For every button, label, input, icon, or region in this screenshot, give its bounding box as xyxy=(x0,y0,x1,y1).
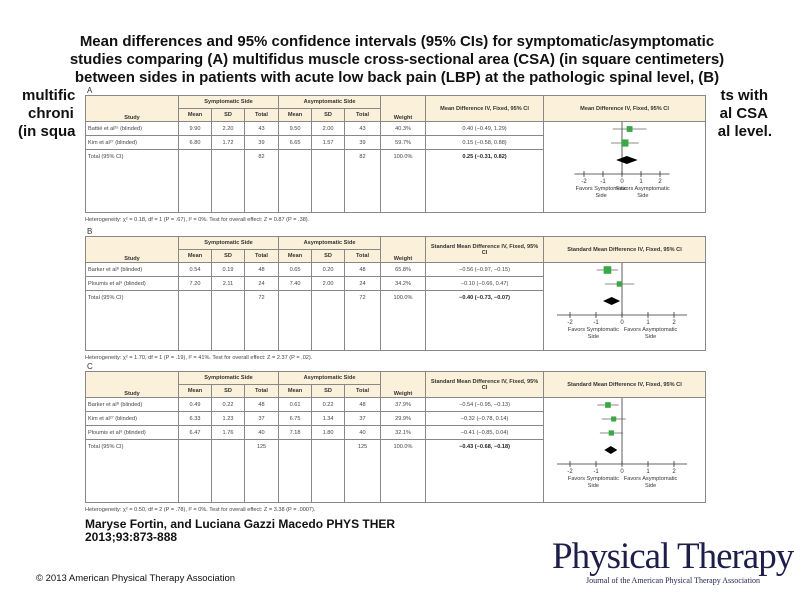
forest-plot xyxy=(544,398,706,499)
s-total-cell: 48 xyxy=(245,398,279,412)
empty-cell xyxy=(212,150,245,213)
a-mean-cell: 7.18 xyxy=(279,426,312,440)
empty-cell xyxy=(279,291,312,351)
empty-cell xyxy=(312,291,345,351)
mean-header: Mean xyxy=(179,250,212,263)
s-total-cell: 24 xyxy=(245,277,279,291)
total-header: Total xyxy=(245,250,279,263)
weight-total-cell: 100.0% xyxy=(381,440,426,503)
a-sd-cell: 0.22 xyxy=(312,398,345,412)
a-total-cell: 48 xyxy=(345,263,381,277)
citation-authors: Maryse Fortin, and Luciana Gazzi Macedo PHYS THER xyxy=(85,517,396,531)
x-tick-label: -2 xyxy=(567,320,573,326)
study-header: Study xyxy=(86,237,179,263)
slide-title-line-6-left: (in squa xyxy=(18,123,76,140)
ci-cell: 0.40 (−0.49, 1.29) xyxy=(426,122,544,136)
a-sd-cell: 1.34 xyxy=(312,412,345,426)
s-total-cell: 39 xyxy=(245,136,279,150)
plot-header: Standard Mean Difference IV, Fixed, 95% CI xyxy=(544,372,706,398)
favors-left-label: Favors Symptomatic Side xyxy=(567,327,619,340)
study-point xyxy=(627,126,633,132)
logo-name: Physical Therapy xyxy=(552,536,794,577)
sd-header: SD xyxy=(312,385,345,398)
forest-panel-c xyxy=(85,363,705,513)
ci-cell: −0.41 (−0.85, 0.04) xyxy=(426,426,544,440)
a-sd-cell: 2.00 xyxy=(312,277,345,291)
symptomatic-header: Symptomatic Side xyxy=(179,372,279,385)
favors-right-label: Favors Asymptomatic Side xyxy=(623,327,678,340)
s-sd-cell: 0.19 xyxy=(212,263,245,277)
study-point xyxy=(617,281,622,286)
favors-right-label: Favors Asymptomatic Side xyxy=(623,476,678,489)
s-sd-cell: 1.76 xyxy=(212,426,245,440)
forest-plot xyxy=(544,122,706,209)
study-header: Study xyxy=(86,96,179,122)
s-mean-cell: 0.49 xyxy=(179,398,212,412)
x-tick-label: 2 xyxy=(672,469,676,475)
weight-total-cell: 100.0% xyxy=(381,150,426,213)
s-total-total-cell: 82 xyxy=(245,150,279,213)
slide-title-line-2: studies comparing (A) multifidus muscle cross-sectional area (CSA) (in square centimeters) xyxy=(69,51,725,68)
plot-header: Mean Difference IV, Fixed, 95% CI xyxy=(544,96,706,122)
favors-left-label: Favors Symptomatic Side xyxy=(567,476,619,489)
weight-cell: 34.2% xyxy=(381,277,426,291)
slide-title-line-5-left: chroni xyxy=(28,105,74,122)
sd-header: SD xyxy=(312,109,345,122)
total-label: Total (95% CI) xyxy=(86,440,179,503)
ci-cell: −0.10 (−0.66, 0.47) xyxy=(426,277,544,291)
a-total-total-cell: 125 xyxy=(345,440,381,503)
forest-plot-cell xyxy=(544,398,706,503)
heterogeneity-text: Heterogeneity: χ² = 0.18, df = 1 (P = .67), I² = 0%. Test for overall effect: Z = 0.87 (P = .38). xyxy=(85,217,310,223)
ci-cell: −0.32 (−0.78, 0.14) xyxy=(426,412,544,426)
study-name: Ploumis et al⁹ (blinded) xyxy=(86,277,179,291)
x-tick-label: 1 xyxy=(646,320,650,326)
a-total-total-cell: 82 xyxy=(345,150,381,213)
total-header: Total xyxy=(245,109,279,122)
forest-plot-figure xyxy=(85,87,705,515)
s-total-total-cell: 125 xyxy=(245,440,279,503)
x-tick-label: 0 xyxy=(620,469,624,475)
empty-cell xyxy=(212,291,245,351)
study-point xyxy=(604,266,612,274)
total-header: Total xyxy=(345,385,381,398)
a-total-total-cell: 72 xyxy=(345,291,381,351)
s-sd-cell: 1.23 xyxy=(212,412,245,426)
panel-label: C xyxy=(87,362,93,371)
a-mean-cell: 0.61 xyxy=(279,398,312,412)
s-total-cell: 43 xyxy=(245,122,279,136)
slide-title-line-4-left: multific xyxy=(22,87,76,104)
study-name: Ploumis et al⁹ (blinded) xyxy=(86,426,179,440)
symptomatic-header: Symptomatic Side xyxy=(179,237,279,250)
study-row xyxy=(86,263,706,277)
study-name: Battié et al²⁵ (blinded) xyxy=(86,122,179,136)
study-row xyxy=(86,122,706,136)
plot-header: Standard Mean Difference IV, Fixed, 95% CI xyxy=(544,237,706,263)
ci-header: Mean Difference IV, Fixed, 95% CI xyxy=(426,96,544,122)
study-header: Study xyxy=(86,372,179,398)
x-tick-label: -1 xyxy=(600,179,606,185)
s-total-cell: 48 xyxy=(245,263,279,277)
s-sd-cell: 2.11 xyxy=(212,277,245,291)
panel-label: A xyxy=(87,86,93,95)
s-mean-cell: 7.20 xyxy=(179,277,212,291)
empty-cell xyxy=(279,150,312,213)
s-total-cell: 40 xyxy=(245,426,279,440)
mean-header: Mean xyxy=(179,385,212,398)
a-total-cell: 37 xyxy=(345,412,381,426)
mean-header: Mean xyxy=(279,250,312,263)
ci-header: Standard Mean Difference IV, Fixed, 95% CI xyxy=(426,237,544,263)
header-row xyxy=(86,372,706,385)
weight-cell: 65.8% xyxy=(381,263,426,277)
weight-cell: 40.3% xyxy=(381,122,426,136)
a-sd-cell: 2.00 xyxy=(312,122,345,136)
header-row xyxy=(86,237,706,250)
total-ci-cell: −0.43 (−0.68, −0.18) xyxy=(426,440,544,503)
physical-therapy-logo xyxy=(552,536,794,588)
weight-header: Weight xyxy=(381,372,426,398)
symptomatic-header: Symptomatic Side xyxy=(179,96,279,109)
x-tick-label: -1 xyxy=(593,320,599,326)
weight-total-cell: 100.0% xyxy=(381,291,426,351)
weight-cell: 59.7% xyxy=(381,136,426,150)
mean-header: Mean xyxy=(179,109,212,122)
a-mean-cell: 0.65 xyxy=(279,263,312,277)
slide-title-line-5-right: al CSA xyxy=(719,105,768,122)
study-row xyxy=(86,398,706,412)
study-name: Barker et al⁸ (blinded) xyxy=(86,263,179,277)
s-total-cell: 37 xyxy=(245,412,279,426)
s-sd-cell: 0.22 xyxy=(212,398,245,412)
heterogeneity-text: Heterogeneity: χ² = 1.70, df = 1 (P = .19), I² = 41%. Test for overall effect: Z = 2.37 (P = .02). xyxy=(85,355,313,361)
study-point xyxy=(611,416,616,421)
weight-cell: 29.9% xyxy=(381,412,426,426)
x-tick-label: 1 xyxy=(646,469,650,475)
total-diamond xyxy=(603,297,620,305)
a-sd-cell: 1.57 xyxy=(312,136,345,150)
slide-title-line-1: Mean differences and 95% confidence intervals (95% CIs) for symptomatic/asymptomatic xyxy=(79,33,715,50)
ci-cell: −0.54 (−0.95, −0.13) xyxy=(426,398,544,412)
weight-header: Weight xyxy=(381,96,426,122)
a-mean-cell: 7.40 xyxy=(279,277,312,291)
sd-header: SD xyxy=(212,385,245,398)
citation xyxy=(85,518,425,544)
total-ci-cell: −0.40 (−0.73, −0.07) xyxy=(426,291,544,351)
empty-cell xyxy=(179,440,212,503)
slide-title-line-6-right: al level. xyxy=(717,123,772,140)
forest-plot-cell xyxy=(544,263,706,351)
x-tick-label: 0 xyxy=(620,320,624,326)
s-mean-cell: 9.90 xyxy=(179,122,212,136)
a-total-cell: 24 xyxy=(345,277,381,291)
forest-table xyxy=(85,95,706,213)
a-total-cell: 39 xyxy=(345,136,381,150)
s-mean-cell: 6.80 xyxy=(179,136,212,150)
asymptomatic-header: Asymptomatic Side xyxy=(279,237,381,250)
x-tick-label: -2 xyxy=(567,469,573,475)
forest-plot-cell xyxy=(544,122,706,213)
asymptomatic-header: Asymptomatic Side xyxy=(279,96,381,109)
asymptomatic-header: Asymptomatic Side xyxy=(279,372,381,385)
empty-cell xyxy=(212,440,245,503)
panel-label: B xyxy=(87,227,93,236)
a-total-cell: 43 xyxy=(345,122,381,136)
a-mean-cell: 6.65 xyxy=(279,136,312,150)
x-tick-label: 2 xyxy=(658,179,662,185)
logo-tagline: Journal of the American Physical Therapy Association xyxy=(586,576,761,585)
slide-title-line-3: between sides in patients with acute low back pain (LBP) at the pathologic spinal level, (B) xyxy=(74,69,720,86)
favors-left-label: Favors Symptomatic Side xyxy=(575,186,627,199)
total-label: Total (95% CI) xyxy=(86,291,179,351)
empty-cell xyxy=(312,150,345,213)
empty-cell xyxy=(312,440,345,503)
forest-table xyxy=(85,236,706,351)
study-point xyxy=(605,402,611,408)
weight-header: Weight xyxy=(381,237,426,263)
empty-cell xyxy=(279,440,312,503)
study-point xyxy=(609,430,614,435)
s-sd-cell: 2.20 xyxy=(212,122,245,136)
x-tick-label: -1 xyxy=(593,469,599,475)
sd-header: SD xyxy=(212,250,245,263)
s-total-total-cell: 72 xyxy=(245,291,279,351)
x-tick-label: 0 xyxy=(620,179,624,185)
sd-header: SD xyxy=(212,109,245,122)
s-mean-cell: 6.47 xyxy=(179,426,212,440)
copyright: © 2013 American Physical Therapy Association xyxy=(36,573,236,584)
total-header: Total xyxy=(245,385,279,398)
weight-cell: 37.9% xyxy=(381,398,426,412)
weight-cell: 32.1% xyxy=(381,426,426,440)
citation-reference: 2013;93:873-888 xyxy=(85,530,178,544)
x-tick-label: 2 xyxy=(672,320,676,326)
header-row xyxy=(86,96,706,109)
study-name: Barker et al⁸ (blinded) xyxy=(86,398,179,412)
slide-title-line-4-right: ts with xyxy=(720,87,768,104)
total-label: Total (95% CI) xyxy=(86,150,179,213)
s-sd-cell: 1.72 xyxy=(212,136,245,150)
mean-header: Mean xyxy=(279,109,312,122)
total-diamond xyxy=(616,156,637,164)
x-tick-label: -2 xyxy=(581,179,587,185)
favors-right-label: Favors Asymptomatic Side xyxy=(616,186,670,199)
study-name: Kim et al²⁷ (blinded) xyxy=(86,136,179,150)
forest-table xyxy=(85,371,706,503)
a-mean-cell: 9.50 xyxy=(279,122,312,136)
total-header: Total xyxy=(345,109,381,122)
heterogeneity-text: Heterogeneity: χ² = 0.50, df = 2 (P = .78), I² = 0%. Test for overall effect: Z = 3.38 (P = .0007). xyxy=(85,507,316,513)
total-diamond xyxy=(604,446,617,454)
x-tick-label: 1 xyxy=(639,179,643,185)
a-sd-cell: 1.80 xyxy=(312,426,345,440)
empty-cell xyxy=(179,291,212,351)
forest-plot xyxy=(544,263,706,347)
total-ci-cell: 0.25 (−0.31, 0.82) xyxy=(426,150,544,213)
sd-header: SD xyxy=(312,250,345,263)
mean-header: Mean xyxy=(279,385,312,398)
a-total-cell: 48 xyxy=(345,398,381,412)
s-mean-cell: 6.33 xyxy=(179,412,212,426)
ci-cell: 0.15 (−0.58, 0.88) xyxy=(426,136,544,150)
study-name: Kim et al²⁷ (blinded) xyxy=(86,412,179,426)
study-point xyxy=(621,139,628,146)
a-total-cell: 40 xyxy=(345,426,381,440)
a-sd-cell: 0.20 xyxy=(312,263,345,277)
forest-panel-a xyxy=(85,87,705,223)
total-header: Total xyxy=(345,250,381,263)
ci-cell: −0.56 (−0.97, −0.15) xyxy=(426,263,544,277)
ci-header: Standard Mean Difference IV, Fixed, 95% CI xyxy=(426,372,544,398)
forest-panel-b xyxy=(85,228,705,361)
a-mean-cell: 6.75 xyxy=(279,412,312,426)
empty-cell xyxy=(179,150,212,213)
s-mean-cell: 0.54 xyxy=(179,263,212,277)
